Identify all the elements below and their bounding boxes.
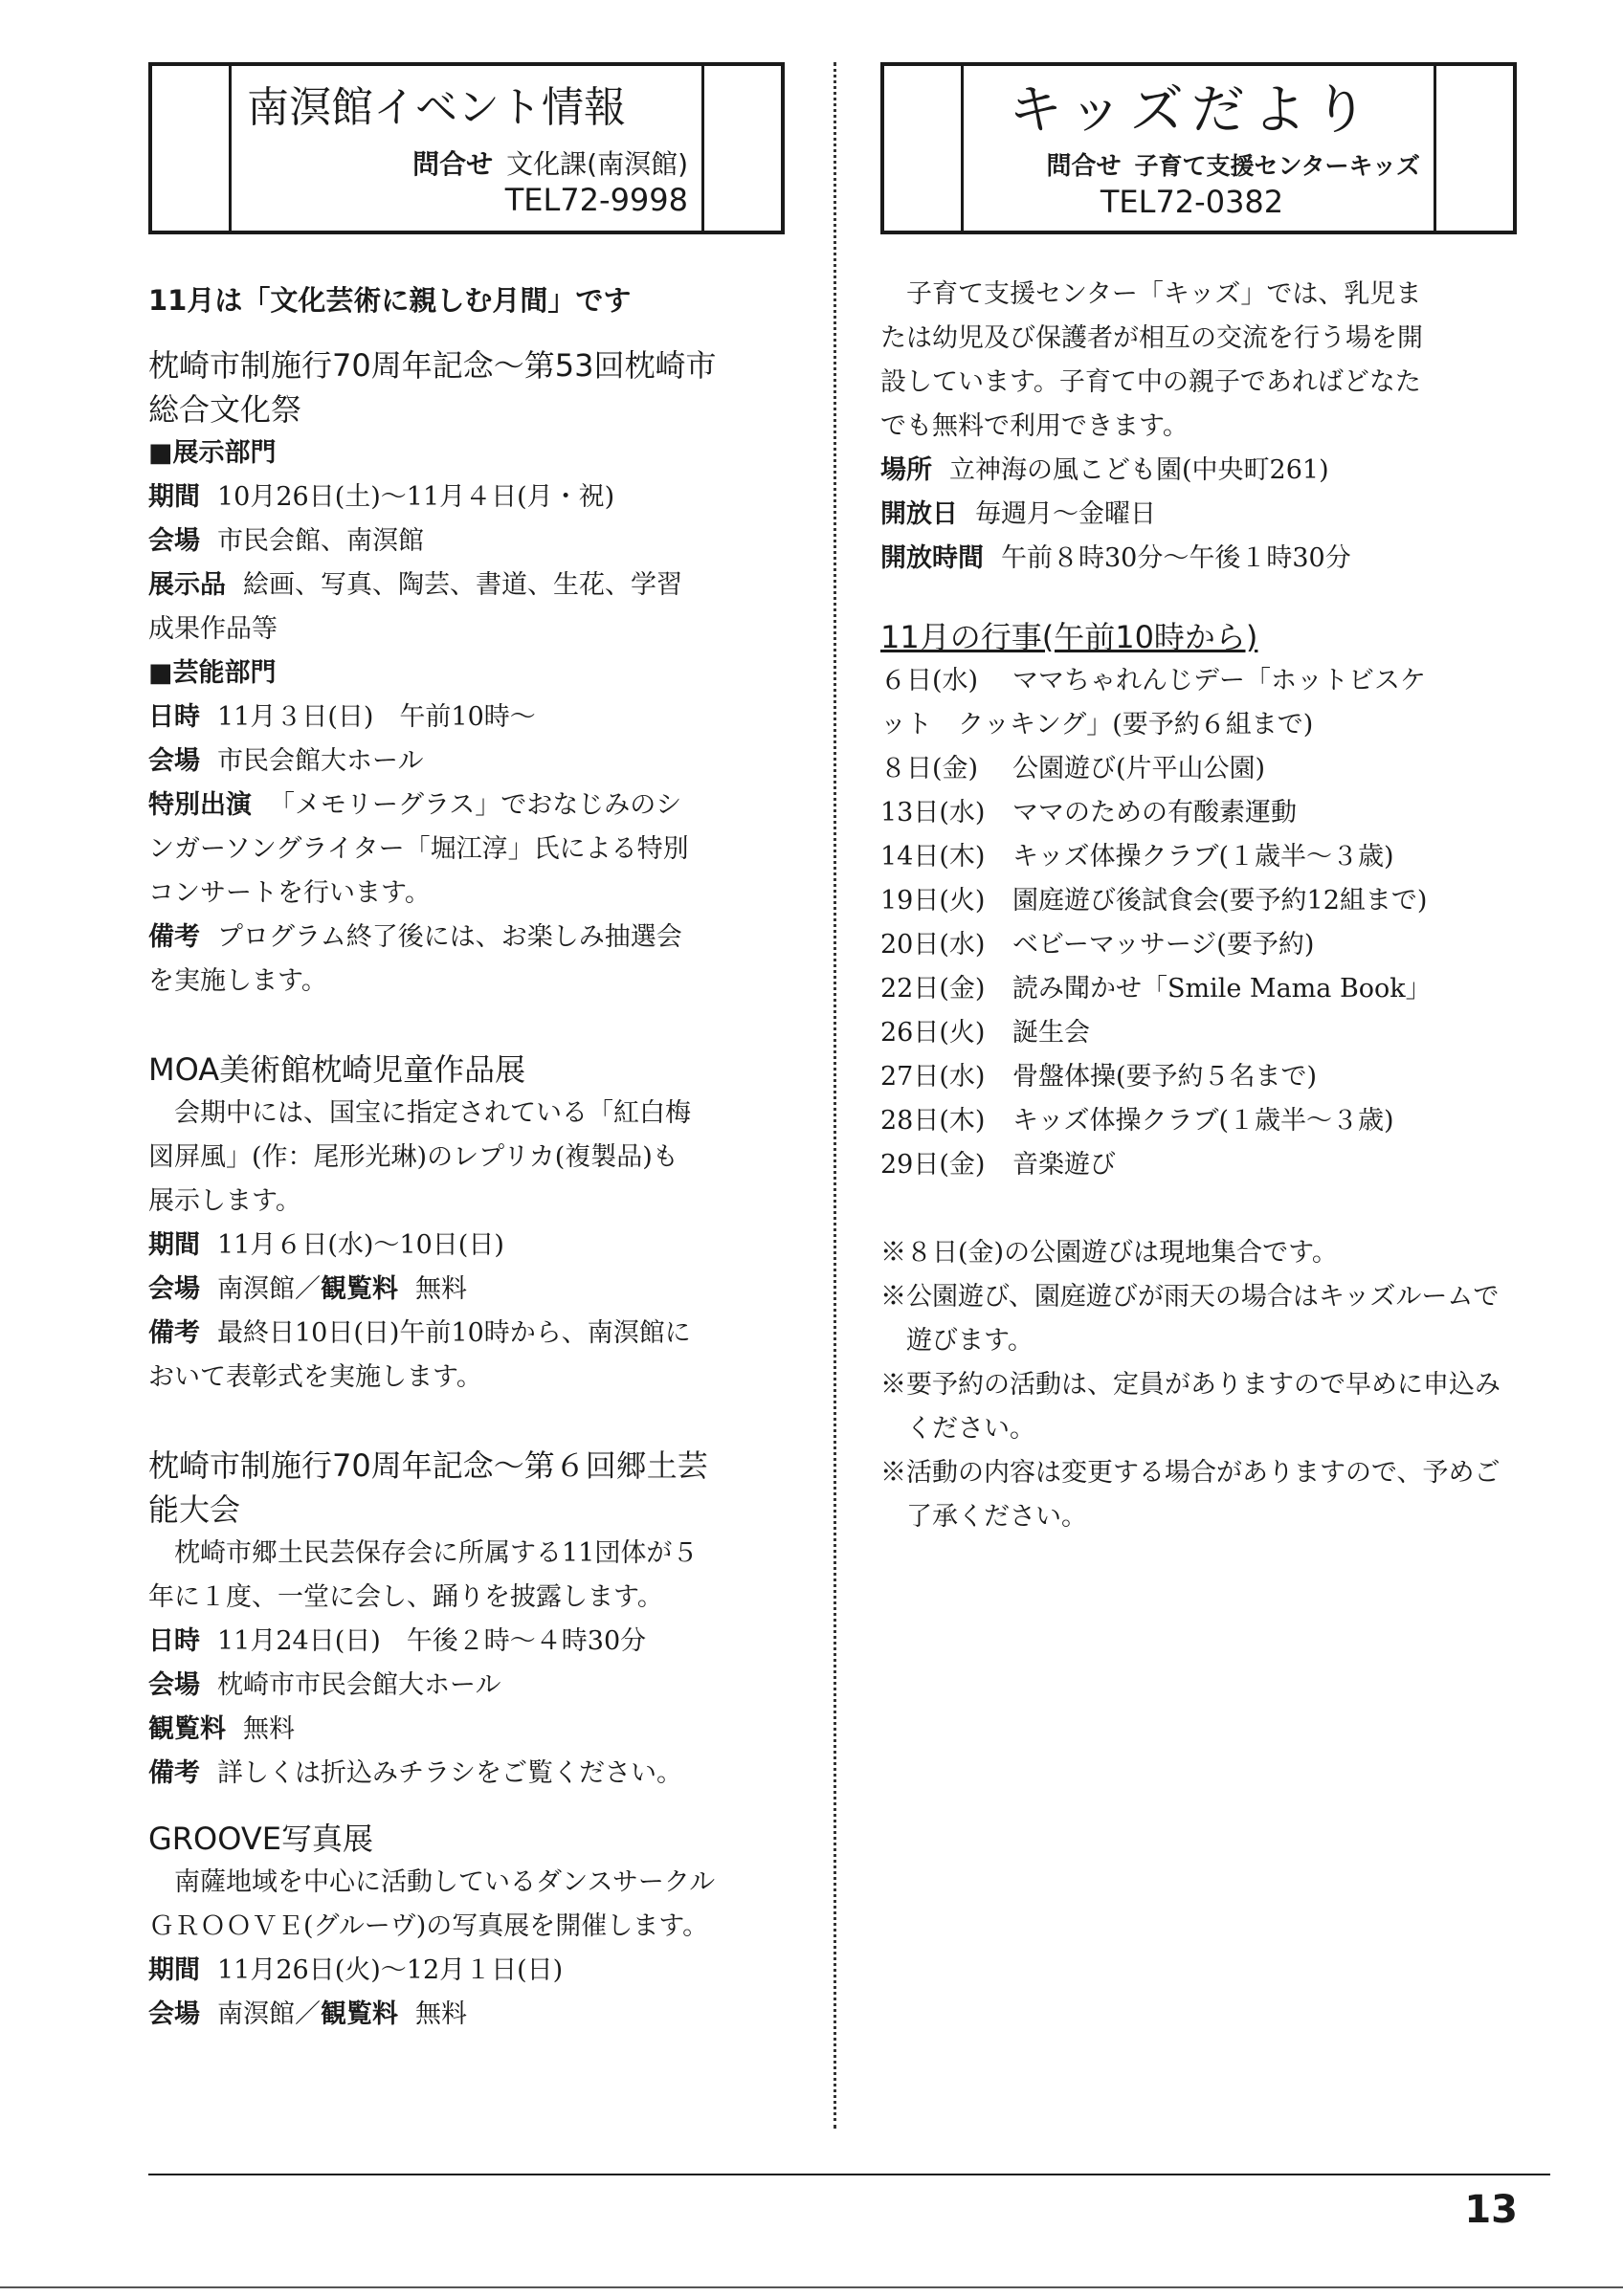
- event-date: 27日(水): [880, 1062, 986, 1092]
- moa-period: 期間 11月６日(水)～10日(日): [148, 1230, 504, 1260]
- kyodo-section: [148, 1444, 785, 1796]
- event-date: 29日(金): [880, 1150, 986, 1180]
- note-item: ※８日(金)の公園遊びは現地集合です。: [880, 1238, 1338, 1268]
- kids-header-box: [880, 62, 1517, 234]
- event-row: [880, 659, 1517, 703]
- festival-date: 日時 11月３日(日) 午前10時～: [148, 702, 536, 732]
- event-description: キッズ体操クラブ(１歳半～３歳): [1012, 1106, 1394, 1136]
- event-date: 20日(水): [880, 930, 986, 960]
- event-date: ８日(金): [880, 754, 979, 784]
- event-date: 19日(火): [880, 886, 986, 916]
- moa-description: 会期中には、国宝に指定されている「紅白梅 図屏風」(作：尾形光琳)のレプリカ(複製品)も 展示します。: [148, 1098, 691, 1216]
- note-item: ※公園遊び、園庭遊びが雨天の場合はキッズルームで遊びます。: [880, 1282, 1500, 1356]
- kyodo-title: 枕崎市制施行70周年記念～第６回郷土芸 能大会: [148, 1447, 708, 1528]
- event-description: ママちゃれんじデー「ホットビスケ: [1012, 666, 1426, 695]
- moa-note: 備考 最終日10日(日)午前10時から、南溟館に おいて表彰式を実施します。: [148, 1318, 691, 1392]
- moa-section: [148, 1048, 785, 1400]
- notes-list: [880, 1231, 1517, 1539]
- groove-section: [148, 1817, 785, 2037]
- section-title: 南溟館イベント情報: [247, 83, 626, 132]
- section-title: キッズだより: [1009, 79, 1375, 142]
- event-description: 誕生会: [1012, 1018, 1090, 1048]
- bottom-edge: [0, 2286, 1623, 2288]
- moa-venue: 会場 南溟館／観覧料 無料: [148, 1274, 467, 1304]
- event-row: [880, 1011, 1517, 1055]
- event-row: [880, 835, 1517, 879]
- groove-title: GROOVE写真展: [148, 1821, 373, 1857]
- event-description: 読み聞かせ「Smile Mama Book」: [1012, 974, 1432, 1004]
- event-date: 14日(木): [880, 842, 986, 872]
- festival-period: 期間 10月26日(土)～11月４日(月・祝): [148, 482, 615, 512]
- event-row: [880, 1055, 1517, 1099]
- kyodo-description: 枕崎市郷土民芸保存会に所属する11団体が５ 年に１度、一堂に会し、踊りを披露します。: [148, 1538, 699, 1612]
- groove-description: 南薩地域を中心に活動しているダンスサークル ＧＲＯＯＶＥ(グルーヴ)の写真展を開催します。: [148, 1867, 716, 1941]
- event-description: ママのための有酸素運動: [1012, 798, 1297, 828]
- tel-number: TEL72-9998: [504, 182, 688, 218]
- event-date: 22日(金): [880, 974, 986, 1004]
- event-date: 13日(水): [880, 798, 986, 828]
- kyodo-venue: 会場 枕崎市市民会館大ホール: [148, 1670, 501, 1700]
- note-item: ※要予約の活動は、定員がありますので早めに申込みください。: [880, 1370, 1501, 1444]
- festival-items: 展示品 絵画、写真、陶芸、書道、生花、学習 成果作品等: [148, 570, 682, 644]
- footer-rule: [148, 2174, 1550, 2175]
- event-row: [880, 1099, 1517, 1143]
- groove-venue: 会場 南溟館／観覧料 無料: [148, 1999, 467, 2029]
- event-row: [880, 1143, 1517, 1187]
- tel-number: TEL72-0382: [1100, 184, 1284, 220]
- kids-open-days: 開放日 毎週月～金曜日: [880, 499, 1156, 529]
- events-list: [880, 659, 1517, 1187]
- contact-line: 問合せ 文化課(南溟館): [412, 148, 688, 180]
- column-divider: [834, 62, 836, 2129]
- right-column: [880, 62, 1517, 1539]
- festival-special: 特別出演 「メモリーグラス」でおなじみのシ ンガーソングライター「堀江淳」氏による特別 コンサートを行います。: [148, 790, 689, 908]
- kyodo-fee: 観覧料 無料: [148, 1714, 295, 1744]
- kyodo-date: 日時 11月24日(日) 午後２時～４時30分: [148, 1626, 647, 1656]
- event-date: 28日(木): [880, 1106, 986, 1136]
- event-description: 骨盤体操(要予約５名まで): [1012, 1062, 1318, 1092]
- left-body: [148, 278, 785, 2037]
- events-title: 11月の行事(午前10時から): [880, 619, 1258, 655]
- right-body: [880, 273, 1517, 1539]
- festival-title: 枕崎市制施行70周年記念～第53回枕崎市 総合文化祭: [148, 347, 717, 428]
- festival-note: 備考 プログラム終了後には、お楽しみ抽選会 を実施します。: [148, 922, 682, 996]
- event-date: 26日(火): [880, 1018, 986, 1048]
- note-item: ※活動の内容は変更する場合がありますので、予めご了承ください。: [880, 1458, 1501, 1532]
- event-row: [880, 923, 1517, 967]
- exhibit-heading: ■展示部門: [148, 438, 277, 468]
- event-description: ベビーマッサージ(要予約): [1012, 930, 1315, 960]
- event-description: ット クッキング」(要予約６組まで): [880, 710, 1314, 740]
- kyodo-note: 備考 詳しくは折込みチラシをご覧ください。: [148, 1758, 682, 1788]
- festival-venue: 会場 市民会館、南溟館: [148, 526, 424, 556]
- event-row: [880, 791, 1517, 835]
- contact-line: 問合せ 子育て支援センターキッズ: [1046, 152, 1420, 181]
- page-number: 13: [1464, 2188, 1518, 2232]
- kids-place: 場所 立神海の風こども園(中央町261): [880, 455, 1329, 485]
- event-row: [880, 879, 1517, 923]
- kids-intro: 子育て支援センター「キッズ」では、乳児ま たは幼児及び保護者が相互の交流を行う場を開 設しています。子育て中の親子であればどなた でも無料で利用できます。: [880, 279, 1423, 441]
- perform-heading: ■芸能部門: [148, 658, 277, 688]
- moa-title: MOA美術館枕崎児童作品展: [148, 1051, 526, 1088]
- kids-open-hours: 開放時間 午前８時30分～午後１時30分: [880, 543, 1351, 573]
- event-description: 音楽遊び: [1012, 1150, 1116, 1180]
- event-date: ６日(水): [880, 666, 979, 695]
- groove-period: 期間 11月26日(火)～12月１日(日): [148, 1955, 564, 1985]
- festival-venue2: 会場 市民会館大ホール: [148, 746, 424, 776]
- event-row: [880, 703, 1517, 747]
- event-description: 園庭遊び後試食会(要予約12組まで): [1012, 886, 1428, 916]
- event-description: キッズ体操クラブ(１歳半～３歳): [1012, 842, 1394, 872]
- festival-section: [148, 343, 785, 1004]
- event-row: [880, 967, 1517, 1011]
- nanmeikan-header-box: [148, 62, 785, 234]
- event-row: [880, 747, 1517, 791]
- left-column: [148, 62, 785, 2037]
- event-description: 公園遊び(片平山公園): [1012, 754, 1266, 784]
- headline: 11月は「文化芸術に親しむ月間」です: [148, 284, 632, 317]
